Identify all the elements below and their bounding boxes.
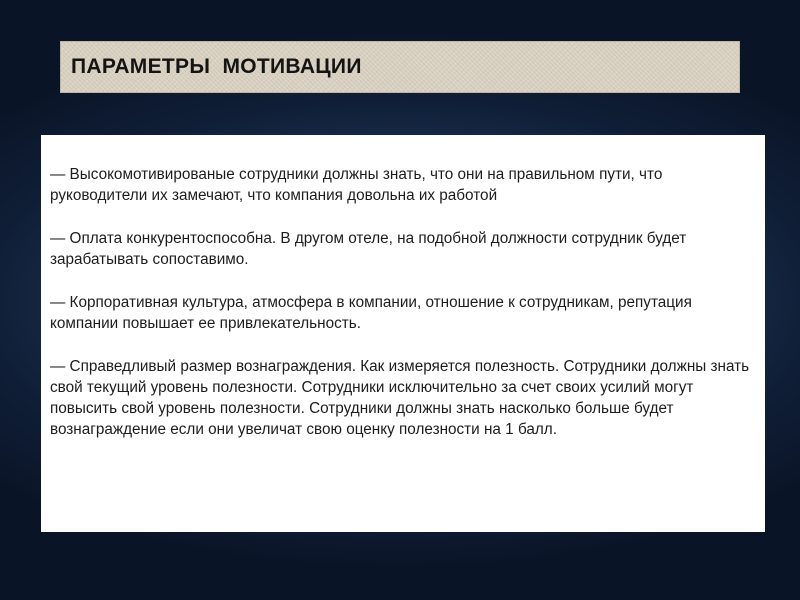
bullet-item-culture: — Корпоративная культура, атмосфера в компании, отношение к сотрудникам, репутация компании повышает ее привлекательность. bbox=[50, 294, 692, 332]
bullet-item-motivation: — Высокомотивированые сотрудники должны знать, что они на правильном пути, что руководители их замечают, что компания довольна их работой bbox=[50, 166, 663, 204]
content-box bbox=[41, 135, 765, 532]
slide-title: ПАРАМЕТРЫ МОТИВАЦИИ bbox=[71, 55, 362, 78]
bullet-item-pay: — Оплата конкурентоспособна. В другом отеле, на подобной должности сотрудник будет зарабатывать сопоставимо. bbox=[50, 230, 687, 268]
bullet-item-reward: — Справедливый размер вознаграждения. Как измеряется полезность. Сотрудники должны знать свой текущий уровень полезности. Сотрудники исключительно за счет своих усилий могут повысить свой уровень полезности. Сотрудники должны знать насколько больше будет вознаграждение если они увеличат свою оценку полезности на 1 балл. bbox=[50, 358, 750, 438]
title-bar bbox=[60, 41, 740, 93]
